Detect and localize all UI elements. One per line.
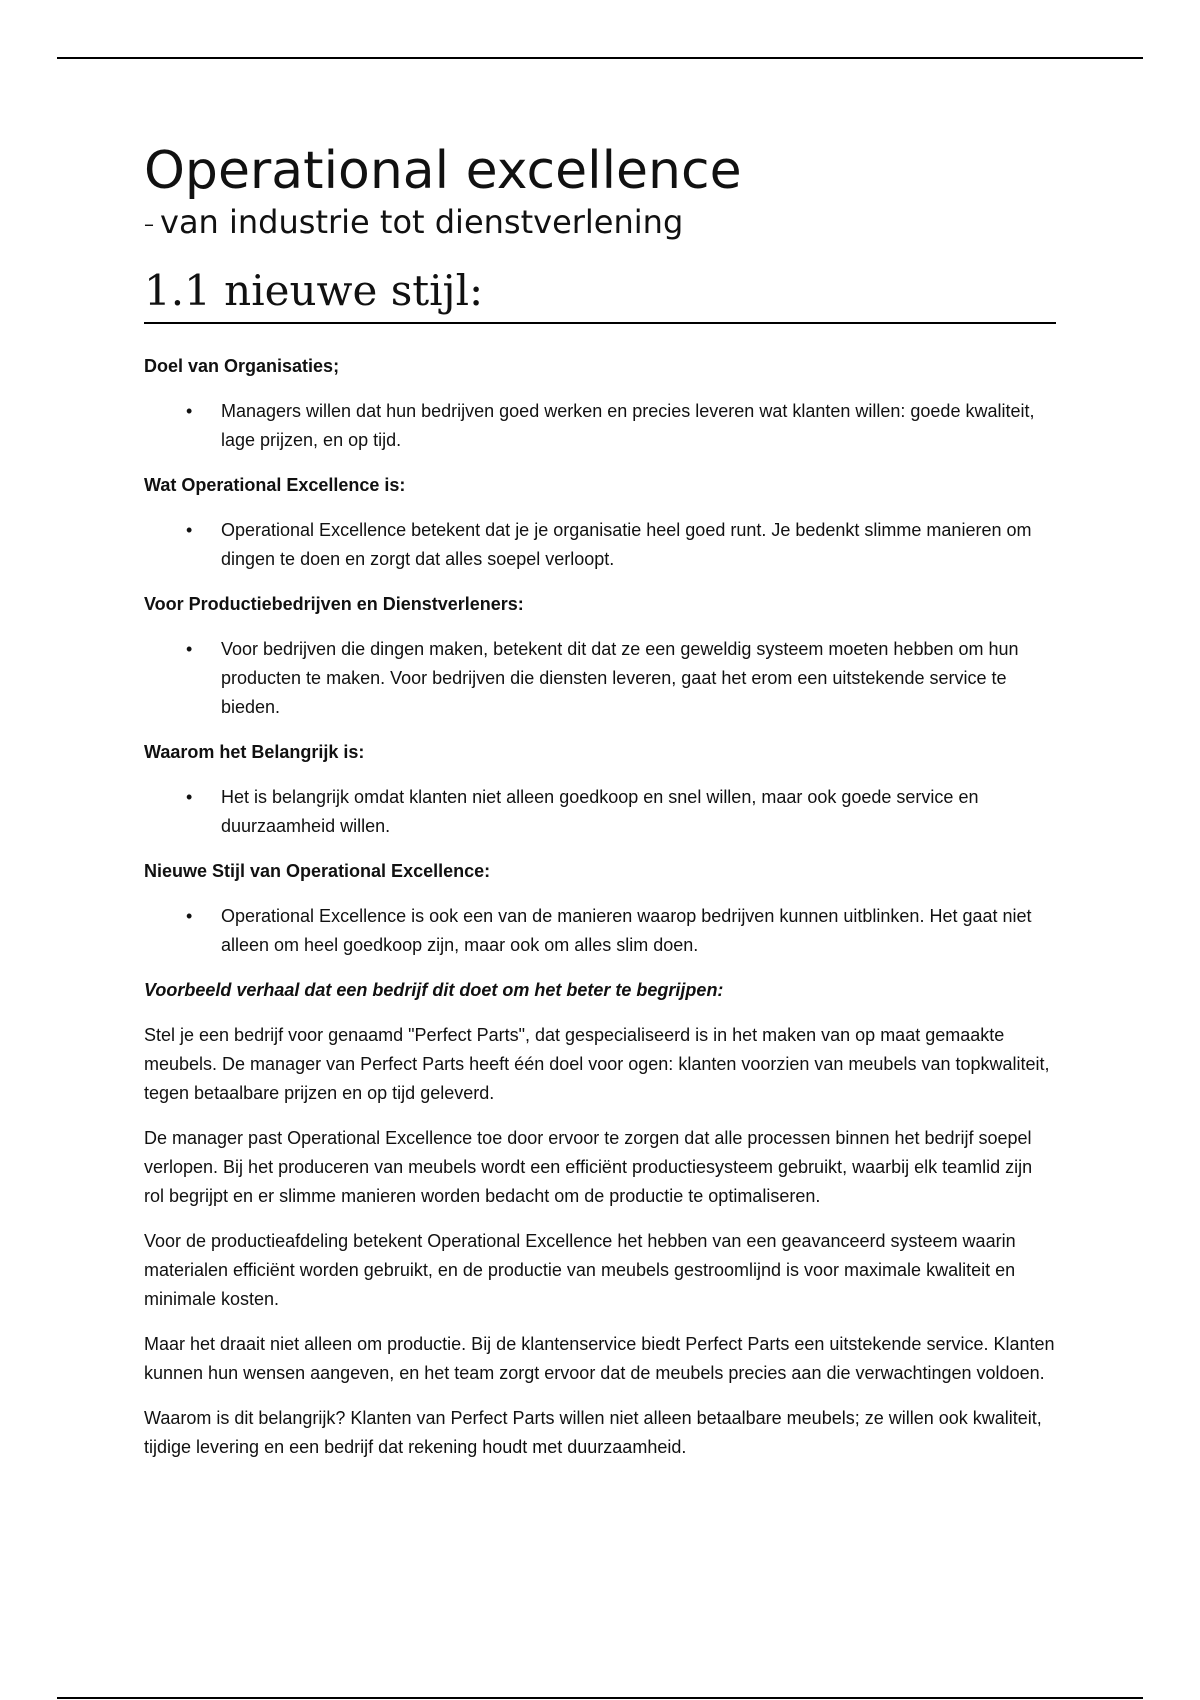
bullet-item bbox=[144, 902, 1056, 960]
document-title: Operational excellence bbox=[144, 141, 742, 201]
page-footer-rule bbox=[57, 1697, 1143, 1699]
sub-heading-doel: Doel van Organisaties; bbox=[144, 356, 340, 376]
sub-heading-productie: Voor Productiebedrijven en Dienstverleners: bbox=[144, 594, 524, 614]
section-heading: 1.1 nieuwe stijl: bbox=[144, 266, 1056, 324]
document-body bbox=[144, 140, 1056, 1478]
bullet-item bbox=[144, 397, 1056, 455]
sub-heading-nieuwe-stijl: Nieuwe Stijl van Operational Excellence: bbox=[144, 861, 491, 881]
bullet-icon: • bbox=[186, 639, 193, 659]
bullet-list-waarom bbox=[144, 783, 1056, 841]
example-paragraph: Stel je een bedrijf voor genaamd "Perfect Parts", dat gespecialiseerd is in het maken van op maat gemaakte meubels. De manager van Perfect Parts heeft één doel voor ogen: klanten voorzien van meubels van topkwaliteit, tegen betaalbare prijzen en op tijd geleverd. bbox=[144, 1025, 1050, 1103]
page-header-rule bbox=[57, 57, 1143, 59]
bullet-list-nieuwe-stijl bbox=[144, 902, 1056, 960]
bullet-icon: • bbox=[186, 906, 193, 926]
example-paragraph: De manager past Operational Excellence toe door ervoor te zorgen dat alle processen binnen het bedrijf soepel verlopen. Bij het produceren van meubels wordt een efficiënt productiesysteem gebruikt, waarbij elk teamlid zijn rol begrijpt en er slimme manieren worden bedacht om de productie te optimaliseren. bbox=[144, 1128, 1033, 1206]
bullet-list-doel bbox=[144, 397, 1056, 455]
example-heading: Voorbeeld verhaal dat een bedrijf dit doet om het beter te begrijpen: bbox=[144, 980, 724, 1000]
bullet-text: Managers willen dat hun bedrijven goed werken en precies leveren wat klanten willen: goede kwaliteit, lage prijzen, en op tijd. bbox=[221, 401, 1035, 450]
bullet-list-wat bbox=[144, 516, 1056, 574]
bullet-item bbox=[144, 783, 1056, 841]
bullet-list-productie bbox=[144, 635, 1056, 722]
sub-heading-wat: Wat Operational Excellence is: bbox=[144, 475, 406, 495]
bullet-text: Operational Excellence is ook een van de manieren waarop bedrijven kunnen uitblinken. Het gaat niet alleen om heel goedkoop zijn, maar ook om alles slim doen. bbox=[221, 906, 1032, 955]
bullet-text: Operational Excellence betekent dat je je organisatie heel goed runt. Je bedenkt slimme manieren om dingen te doen en zorgt dat alles soepel verloopt. bbox=[221, 520, 1032, 569]
sections-block bbox=[144, 352, 1056, 1462]
bullet-icon: • bbox=[186, 401, 193, 421]
example-paragraph: Voor de productieafdeling betekent Operational Excellence het hebben van een geavanceerd systeem waarin materialen efficiënt worden gebruikt, en de productie van meubels gestroomlijnd is voor maximale kwaliteit en minimale kosten. bbox=[144, 1231, 1016, 1309]
bullet-icon: • bbox=[186, 787, 193, 807]
sub-heading-waarom: Waarom het Belangrijk is: bbox=[144, 742, 365, 762]
bullet-item bbox=[144, 516, 1056, 574]
bullet-icon: • bbox=[186, 520, 193, 540]
subtitle-text: van industrie tot dienstverlening bbox=[160, 203, 684, 241]
subtitle-dash: – bbox=[144, 212, 154, 236]
bullet-item bbox=[144, 635, 1056, 722]
example-paragraph: Waarom is dit belangrijk? Klanten van Perfect Parts willen niet alleen betaalbare meubels; ze willen ook kwaliteit, tijdige levering en een bedrijf dat rekening houdt met duurzaamheid. bbox=[144, 1408, 1042, 1457]
document-subtitle bbox=[144, 202, 1056, 244]
example-paragraph: Maar het draait niet alleen om productie. Bij de klantenservice biedt Perfect Parts een uitstekende service. Klanten kunnen hun wensen aangeven, en het team zorgt ervoor dat de meubels precies aan die verwachtingen voldoen. bbox=[144, 1334, 1055, 1383]
bullet-text: Voor bedrijven die dingen maken, betekent dit dat ze een geweldig systeem moeten hebben om hun producten te maken. Voor bedrijven die diensten leveren, gaat het erom een uitstekende service te bieden. bbox=[221, 639, 1019, 717]
bullet-text: Het is belangrijk omdat klanten niet alleen goedkoop en snel willen, maar ook goede service en duurzaamheid willen. bbox=[221, 787, 979, 836]
